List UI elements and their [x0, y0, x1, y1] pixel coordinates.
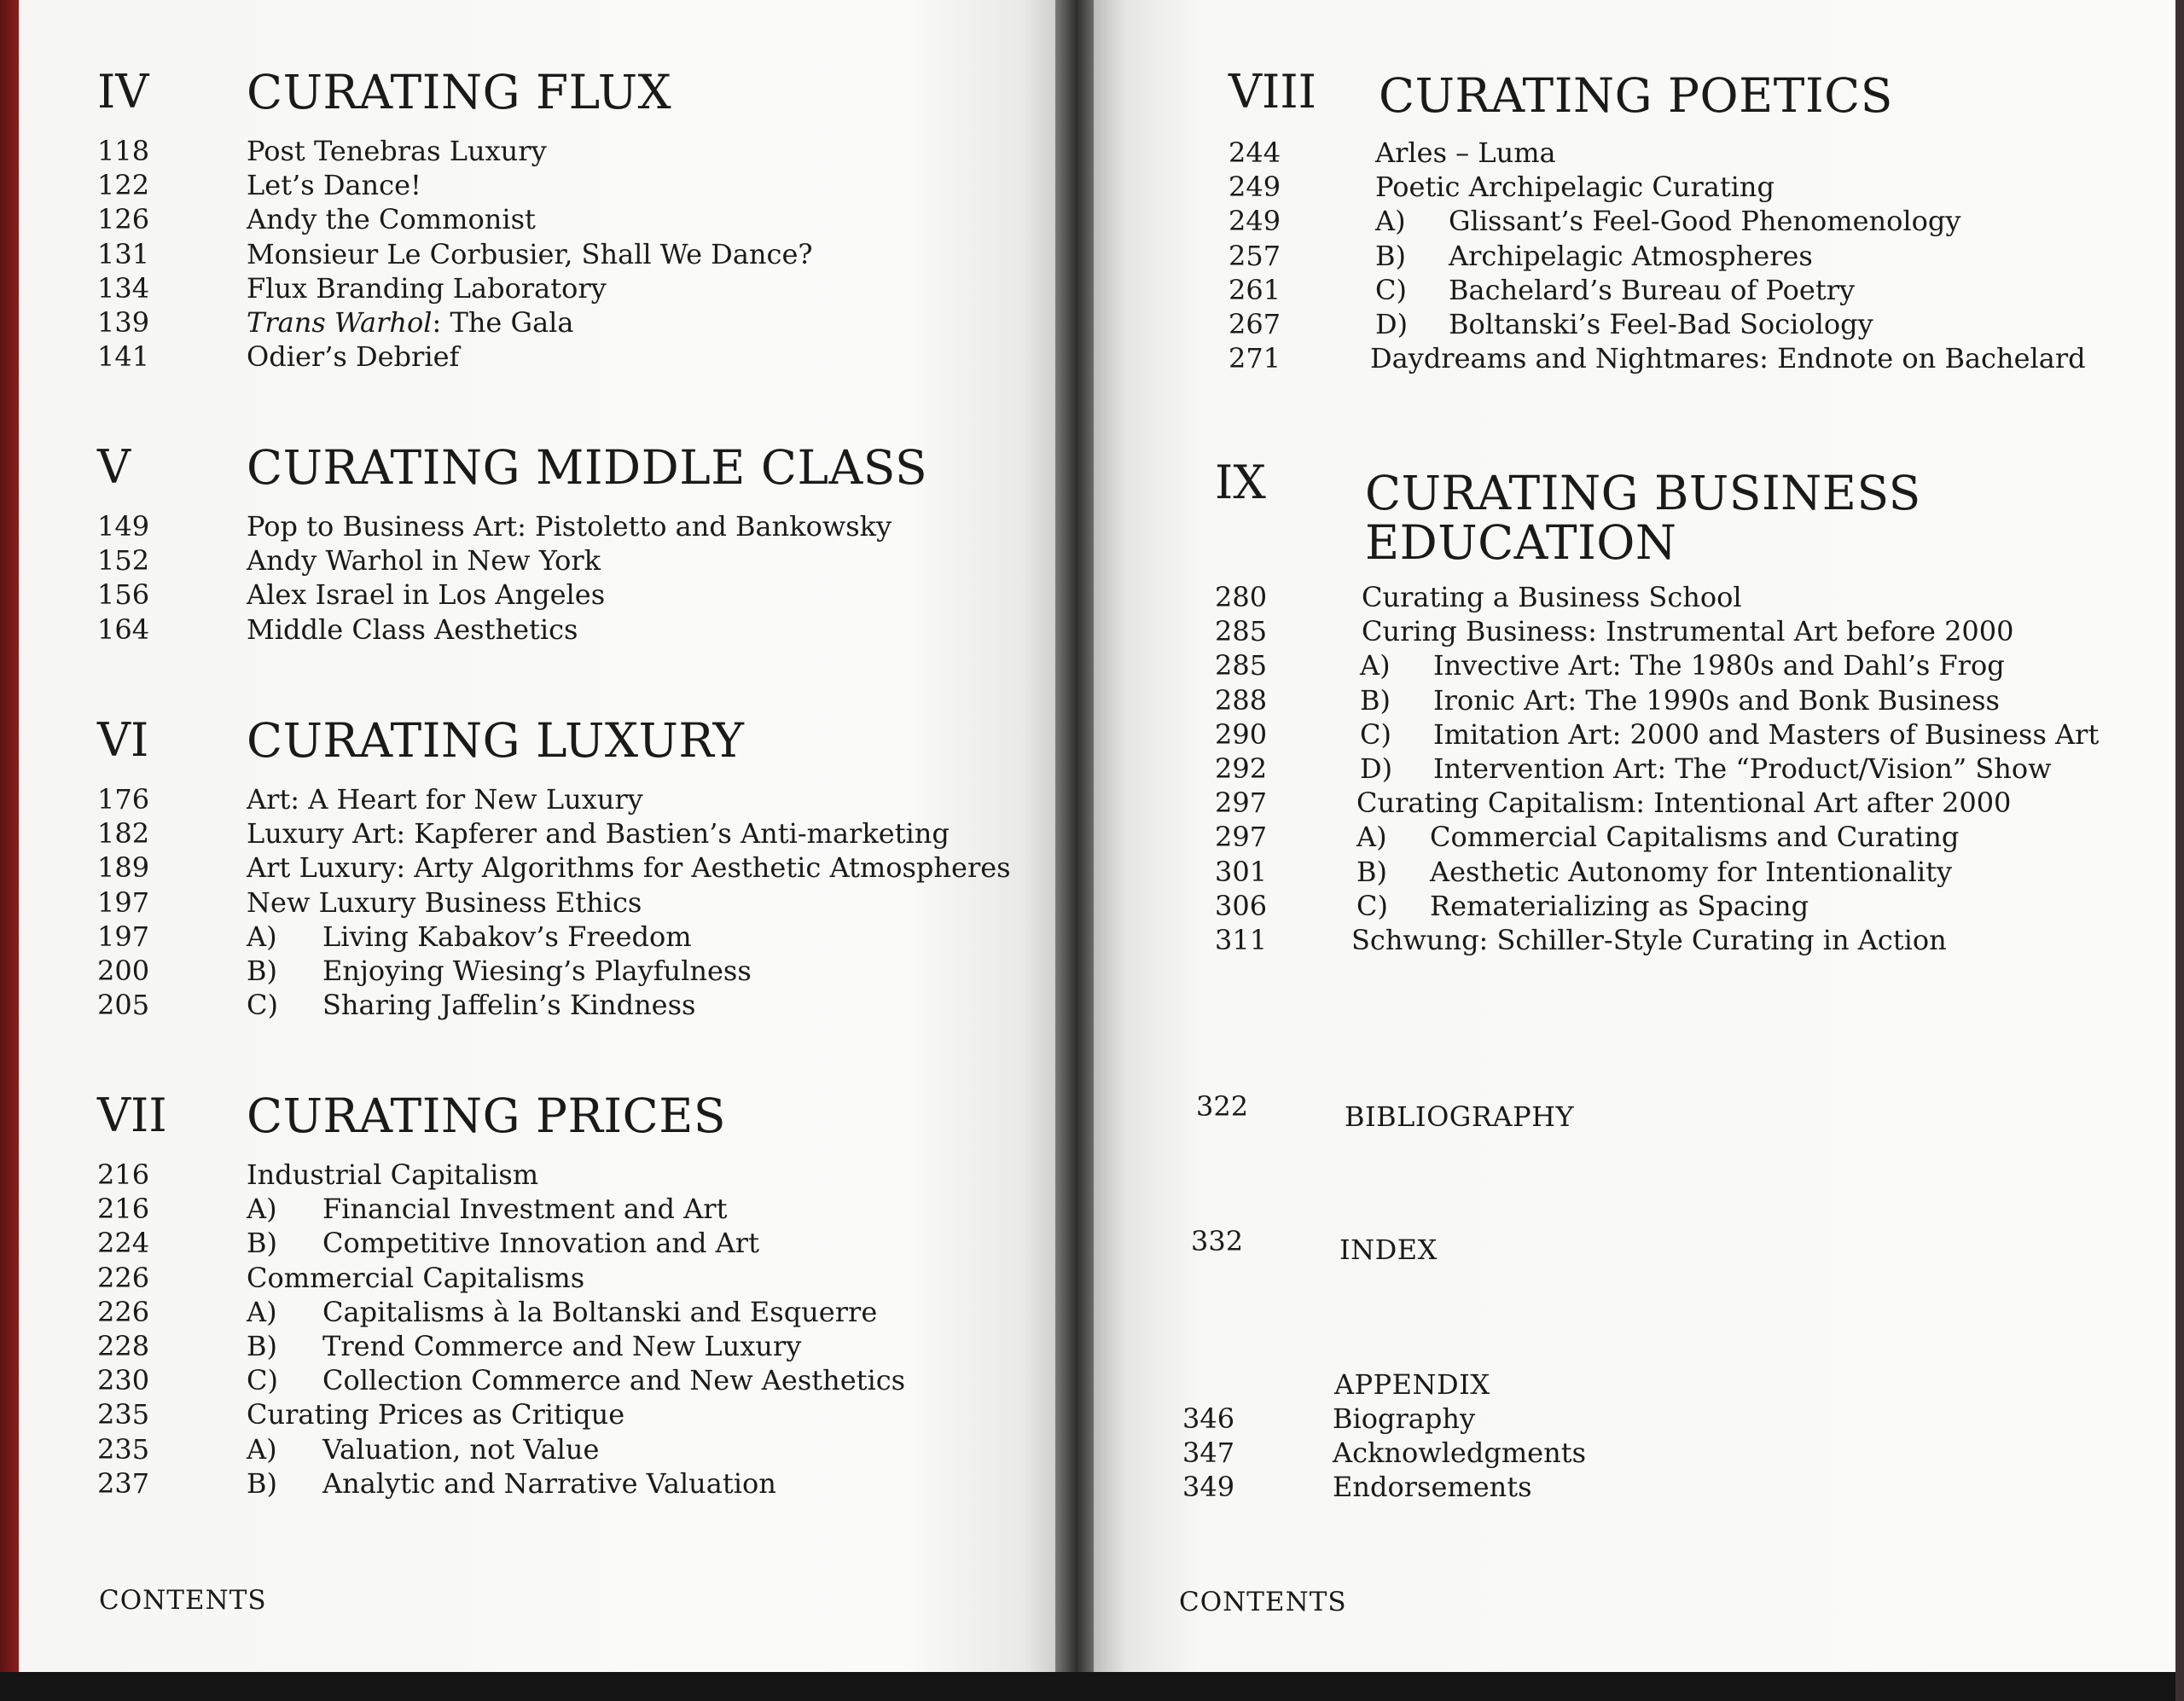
chapter-numeral: IV — [97, 65, 149, 119]
entry-title — [247, 305, 573, 340]
entry-subletter: B) — [1360, 683, 1391, 717]
bibliography-heading: BIBLIOGRAPHY — [1345, 1100, 1575, 1133]
entry-title: Acknowledgments — [1333, 1437, 1586, 1470]
page-number: 226 — [97, 1295, 150, 1328]
page-number: 134 — [97, 271, 150, 305]
entry-title: Post Tenebras Luxury — [247, 135, 547, 167]
entry-title: Collection Commerce and New Aesthetics — [322, 1364, 906, 1397]
entry-title: Art Luxury: Arty Algorithms for Aesthetic Atmospheres — [247, 851, 1011, 885]
entry-title: Daydreams and Nightmares: Endnote on Bachelard — [1370, 342, 2086, 375]
entry-subletter: A) — [1375, 205, 1406, 238]
page-number: 216 — [97, 1193, 150, 1226]
entry-title: Rematerializing as Spacing — [1430, 889, 1809, 922]
entry-title: Bachelard’s Bureau of Poetry — [1449, 273, 1856, 306]
chapter-title-line-2: EDUCATION — [1365, 515, 1677, 570]
entry-title: Flux Branding Laboratory — [247, 271, 607, 305]
page-number: 267 — [1228, 307, 1281, 340]
entry-title: Pop to Business Art: Pistoletto and Bankowsky — [247, 510, 892, 543]
page-number: 141 — [97, 340, 150, 374]
page-number: 197 — [97, 885, 150, 919]
chapter-numeral: V — [97, 440, 131, 494]
entry-title: Luxury Art: Kapferer and Bastien’s Anti-marketing — [247, 817, 950, 850]
entry-subletter: A) — [1360, 649, 1391, 682]
page-number: 288 — [1215, 683, 1268, 717]
appendix-heading: APPENDIX — [1334, 1368, 1490, 1401]
entry-title: Financial Investment and Art — [322, 1193, 728, 1226]
page-number: 349 — [1182, 1471, 1235, 1504]
chapter-title-line-1: CURATING BUSINESS — [1365, 466, 1921, 520]
entry-title: Sharing Jaffelin’s Kindness — [322, 989, 696, 1022]
page-footer-right: CONTENTS — [1179, 1587, 1347, 1617]
entry-title: Monsieur Le Corbusier, Shall We Dance? — [247, 237, 813, 270]
entry-title: Andy the Commonist — [247, 203, 536, 236]
page-number: 280 — [1215, 581, 1268, 613]
entry-title: Schwung: Schiller-Style Curating in Action — [1351, 923, 1947, 956]
chapter-numeral: VI — [97, 713, 149, 767]
page-number: 292 — [1215, 752, 1268, 785]
entry-title: Intervention Art: The “Product/Vision” Show — [1433, 752, 2052, 785]
page-number: 249 — [1228, 205, 1281, 238]
entry-subletter: C) — [247, 1364, 278, 1397]
entry-title: Competitive Innovation and Art — [322, 1227, 759, 1260]
entry-title: Curating Capitalism: Intentional Art after 2000 — [1356, 787, 2012, 820]
page-number: 346 — [1182, 1402, 1235, 1435]
entry-subletter: B) — [247, 1466, 277, 1500]
page-number: 257 — [1228, 239, 1281, 272]
entry-subletter: D) — [1375, 307, 1409, 340]
entry-subletter: B) — [247, 954, 277, 987]
page-number: 285 — [1215, 615, 1268, 648]
page-number: 164 — [97, 612, 150, 646]
entry-title: Alex Israel in Los Angeles — [247, 578, 606, 612]
book-gutter — [1055, 0, 1094, 1701]
entry-title: Art: A Heart for New Luxury — [247, 783, 643, 816]
book-cover-edge — [0, 0, 19, 1701]
entry-title: Biography — [1333, 1402, 1476, 1435]
entry-title: Endorsements — [1333, 1471, 1532, 1504]
page-number: 249 — [1228, 171, 1281, 204]
page-number: 290 — [1215, 717, 1268, 751]
page-number: 205 — [97, 989, 150, 1022]
chapter-numeral: VII — [97, 1089, 167, 1142]
entry-title: Curating a Business School — [1362, 581, 1742, 613]
book-cover-edge-right — [2175, 0, 2184, 1701]
entry-title: Let’s Dance! — [247, 169, 421, 202]
entry-title: Imitation Art: 2000 and Masters of Business Art — [1433, 717, 2100, 751]
chapter-numeral: VIII — [1228, 65, 1316, 119]
page-number: 347 — [1182, 1437, 1235, 1470]
page-number: 301 — [1215, 855, 1268, 888]
entry-title: Boltanski’s Feel-Bad Sociology — [1449, 307, 1873, 340]
chapter-title: CURATING PRICES — [247, 1089, 727, 1143]
page-number: 228 — [97, 1329, 150, 1362]
chapter-title: CURATING LUXURY — [247, 713, 745, 768]
entry-subletter: D) — [1360, 752, 1393, 785]
page-number: 182 — [97, 817, 150, 850]
chapter-title: CURATING FLUX — [247, 65, 672, 119]
entry-title: Curating Prices as Critique — [247, 1398, 625, 1431]
entry-title: Poetic Archipelagic Curating — [1375, 171, 1774, 204]
page-number: 118 — [97, 135, 150, 167]
page-number: 189 — [97, 851, 150, 885]
page-number: 244 — [1228, 136, 1281, 169]
entry-subletter: A) — [247, 1432, 277, 1466]
entry-subletter: B) — [247, 1227, 277, 1260]
page-number: 139 — [97, 305, 150, 339]
entry-title: Arles – Luma — [1375, 136, 1556, 169]
page-number: 197 — [97, 920, 150, 953]
entry-title: Commercial Capitalisms and Curating — [1430, 821, 1960, 854]
entry-title-rest: : The Gala — [432, 305, 574, 339]
entry-title: Glissant’s Feel-Good Phenomenology — [1449, 205, 1961, 238]
entry-title: Middle Class Aesthetics — [247, 612, 578, 646]
entry-title: Andy Warhol in New York — [247, 544, 601, 578]
entry-title: Archipelagic Atmospheres — [1449, 239, 1813, 272]
page-number: 152 — [97, 544, 150, 578]
entry-subletter: C) — [1360, 717, 1391, 751]
page-number: 235 — [97, 1398, 150, 1431]
page-number: 237 — [97, 1466, 150, 1500]
page-number: 122 — [97, 169, 150, 202]
entry-title: Odier’s Debrief — [247, 340, 460, 374]
page-number: 230 — [97, 1364, 150, 1397]
entry-title: Trend Commerce and New Luxury — [322, 1329, 802, 1362]
entry-title: Curing Business: Instrumental Art before 2000 — [1362, 615, 2014, 648]
page-number: 306 — [1215, 889, 1268, 922]
entry-title-italic: Trans Warhol — [247, 305, 433, 339]
page-number: 297 — [1215, 787, 1268, 820]
page-number: 216 — [97, 1158, 150, 1191]
page-number: 176 — [97, 783, 150, 816]
page-number: 126 — [97, 203, 150, 236]
page-number: 131 — [97, 237, 150, 270]
entry-subletter: A) — [247, 920, 277, 953]
page-number: 261 — [1228, 273, 1281, 306]
entry-title: Industrial Capitalism — [247, 1158, 539, 1191]
chapter-title: CURATING POETICS — [1379, 68, 1893, 123]
entry-subletter: B) — [1375, 239, 1406, 272]
page-number: 235 — [97, 1432, 150, 1466]
entry-title: New Luxury Business Ethics — [247, 885, 642, 919]
entry-title: Enjoying Wiesing’s Playfulness — [322, 954, 752, 987]
entry-subletter: C) — [247, 989, 278, 1022]
background-strip — [0, 1672, 2184, 1701]
entry-title: Invective Art: The 1980s and Dahl’s Frog — [1433, 649, 2005, 682]
page-number: 156 — [97, 578, 150, 612]
entry-subletter: A) — [247, 1193, 277, 1226]
entry-title: Analytic and Narrative Valuation — [322, 1466, 776, 1500]
entry-subletter: B) — [1356, 855, 1387, 888]
entry-subletter: C) — [1375, 273, 1407, 306]
page-number: 271 — [1228, 342, 1281, 375]
chapter-numeral: IX — [1215, 456, 1266, 509]
index-heading: INDEX — [1339, 1234, 1438, 1266]
page-footer-left: CONTENTS — [99, 1585, 267, 1616]
chapter-title: CURATING MIDDLE CLASS — [247, 440, 928, 495]
entry-subletter: C) — [1356, 889, 1388, 922]
entry-subletter: A) — [1356, 821, 1387, 854]
entry-title: Capitalisms à la Boltanski and Esquerre — [322, 1295, 878, 1328]
entry-title: Ironic Art: The 1990s and Bonk Business — [1433, 683, 2000, 717]
page-number: 200 — [97, 954, 150, 987]
entry-subletter: A) — [247, 1295, 277, 1328]
page-number: 311 — [1215, 923, 1268, 956]
page-number: 226 — [97, 1261, 150, 1294]
page-number: 149 — [97, 510, 150, 543]
entry-title: Living Kabakov’s Freedom — [322, 920, 692, 953]
page-number: 224 — [97, 1227, 150, 1260]
bibliography-page-number: 322 — [1196, 1090, 1249, 1123]
index-page-number: 332 — [1191, 1225, 1244, 1257]
entry-subletter: B) — [247, 1329, 277, 1362]
entry-title: Commercial Capitalisms — [247, 1261, 585, 1294]
entry-title: Aesthetic Autonomy for Intentionality — [1430, 855, 1953, 888]
page-number: 297 — [1215, 821, 1268, 854]
page-number: 285 — [1215, 649, 1268, 682]
entry-title: Valuation, not Value — [322, 1432, 600, 1466]
